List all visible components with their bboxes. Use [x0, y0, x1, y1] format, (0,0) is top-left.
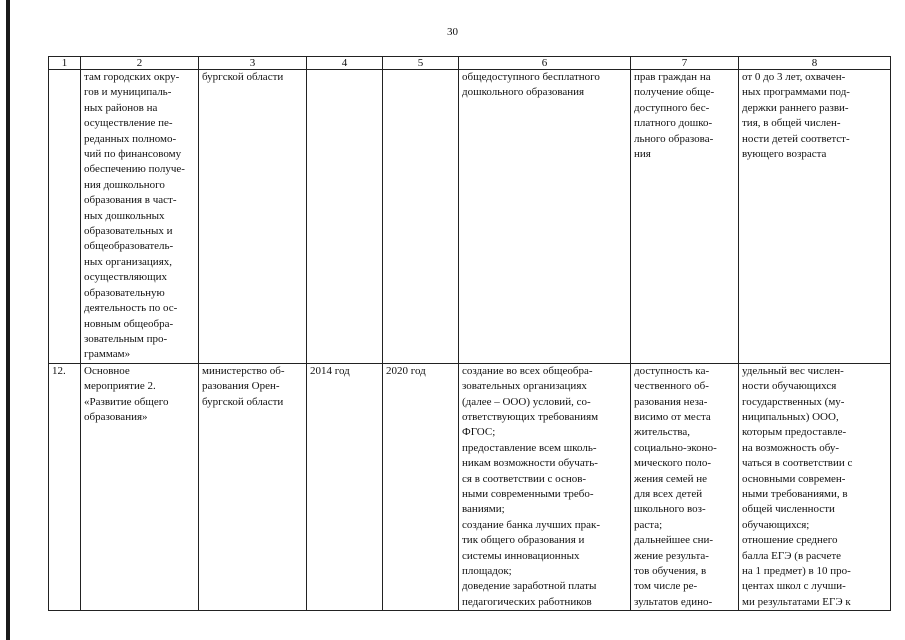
page-number: 30 — [447, 26, 458, 38]
column-number-row — [49, 57, 891, 70]
column-header: 3 — [199, 57, 307, 70]
indicators-cell: удельный вес числен- ности обучающихся государственных (му- ниципальных) ООО, которым предоставле- на возможность обу- чаться в соответствии с основными современ- ными требованиями, в общей численности обучающихся; отношение среднего балла ЕГЭ (в расчете на 1 предмет) в 10 про- центах школ с лучши- ми результатами ЕГЭ к — [739, 363, 891, 611]
column-header: 1 — [49, 57, 81, 70]
executor-cell: министерство об- разования Орен- бургской области — [199, 363, 307, 611]
column-header: 6 — [459, 57, 631, 70]
table-row — [49, 363, 891, 611]
consequences-cell: прав граждан на получение обще- доступного бес- платного дошко- льного образова- ния — [631, 70, 739, 364]
measure-name-cell: там городских окру- гов и муниципаль- ных районов на осуществление пе- реданных полномо- чий по финансовому обеспечению получе- ния дошкольного образования в част- ных дошкольных образовательных и общеобразователь- ных организациях, осуществляющих образовательную деятельность по ос- новным общеобра- зовательным про- граммам» — [81, 70, 199, 364]
row-number-cell: 12. — [49, 363, 81, 611]
start-year-cell — [307, 70, 383, 364]
executor-cell: бургской области — [199, 70, 307, 364]
indicators-cell: от 0 до 3 лет, охвачен- ных программами под- держки раннего разви- тия, в общей числен- ности детей соответст- вующего возраста — [739, 70, 891, 364]
column-header: 8 — [739, 57, 891, 70]
end-year-cell — [383, 70, 459, 364]
column-header: 4 — [307, 57, 383, 70]
measure-name-cell: Основное мероприятие 2. «Развитие общего образования» — [81, 363, 199, 611]
end-year-cell: 2020 год — [383, 363, 459, 611]
table-row — [49, 70, 891, 364]
column-header: 2 — [81, 57, 199, 70]
binding-edge — [6, 0, 10, 640]
consequences-cell: доступность ка- чественного об- разования неза- висимо от места жительства, социально-эконо- мического поло- жения семей не для всех детей школьного воз- раста; дальнейшее сни- жение результа- тов обучения, в том числе ре- зультатов едино- — [631, 363, 739, 611]
program-table — [48, 56, 891, 611]
column-header: 7 — [631, 57, 739, 70]
expected-result-cell: создание во всех общеобра- зовательных организациях (далее – ООО) условий, со- ответствующих требованиям ФГОС; предоставление всем школь- никам возможности обучать- ся в соответствии с основ- ными современными требо- ваниями; создание банка лучших прак- тик общего образования и системы инновационных площадок; доведение заработной платы педагогических работников — [459, 363, 631, 611]
row-number-cell — [49, 70, 81, 364]
expected-result-cell: общедоступного бесплатного дошкольного образования — [459, 70, 631, 364]
start-year-cell: 2014 год — [307, 363, 383, 611]
column-header: 5 — [383, 57, 459, 70]
